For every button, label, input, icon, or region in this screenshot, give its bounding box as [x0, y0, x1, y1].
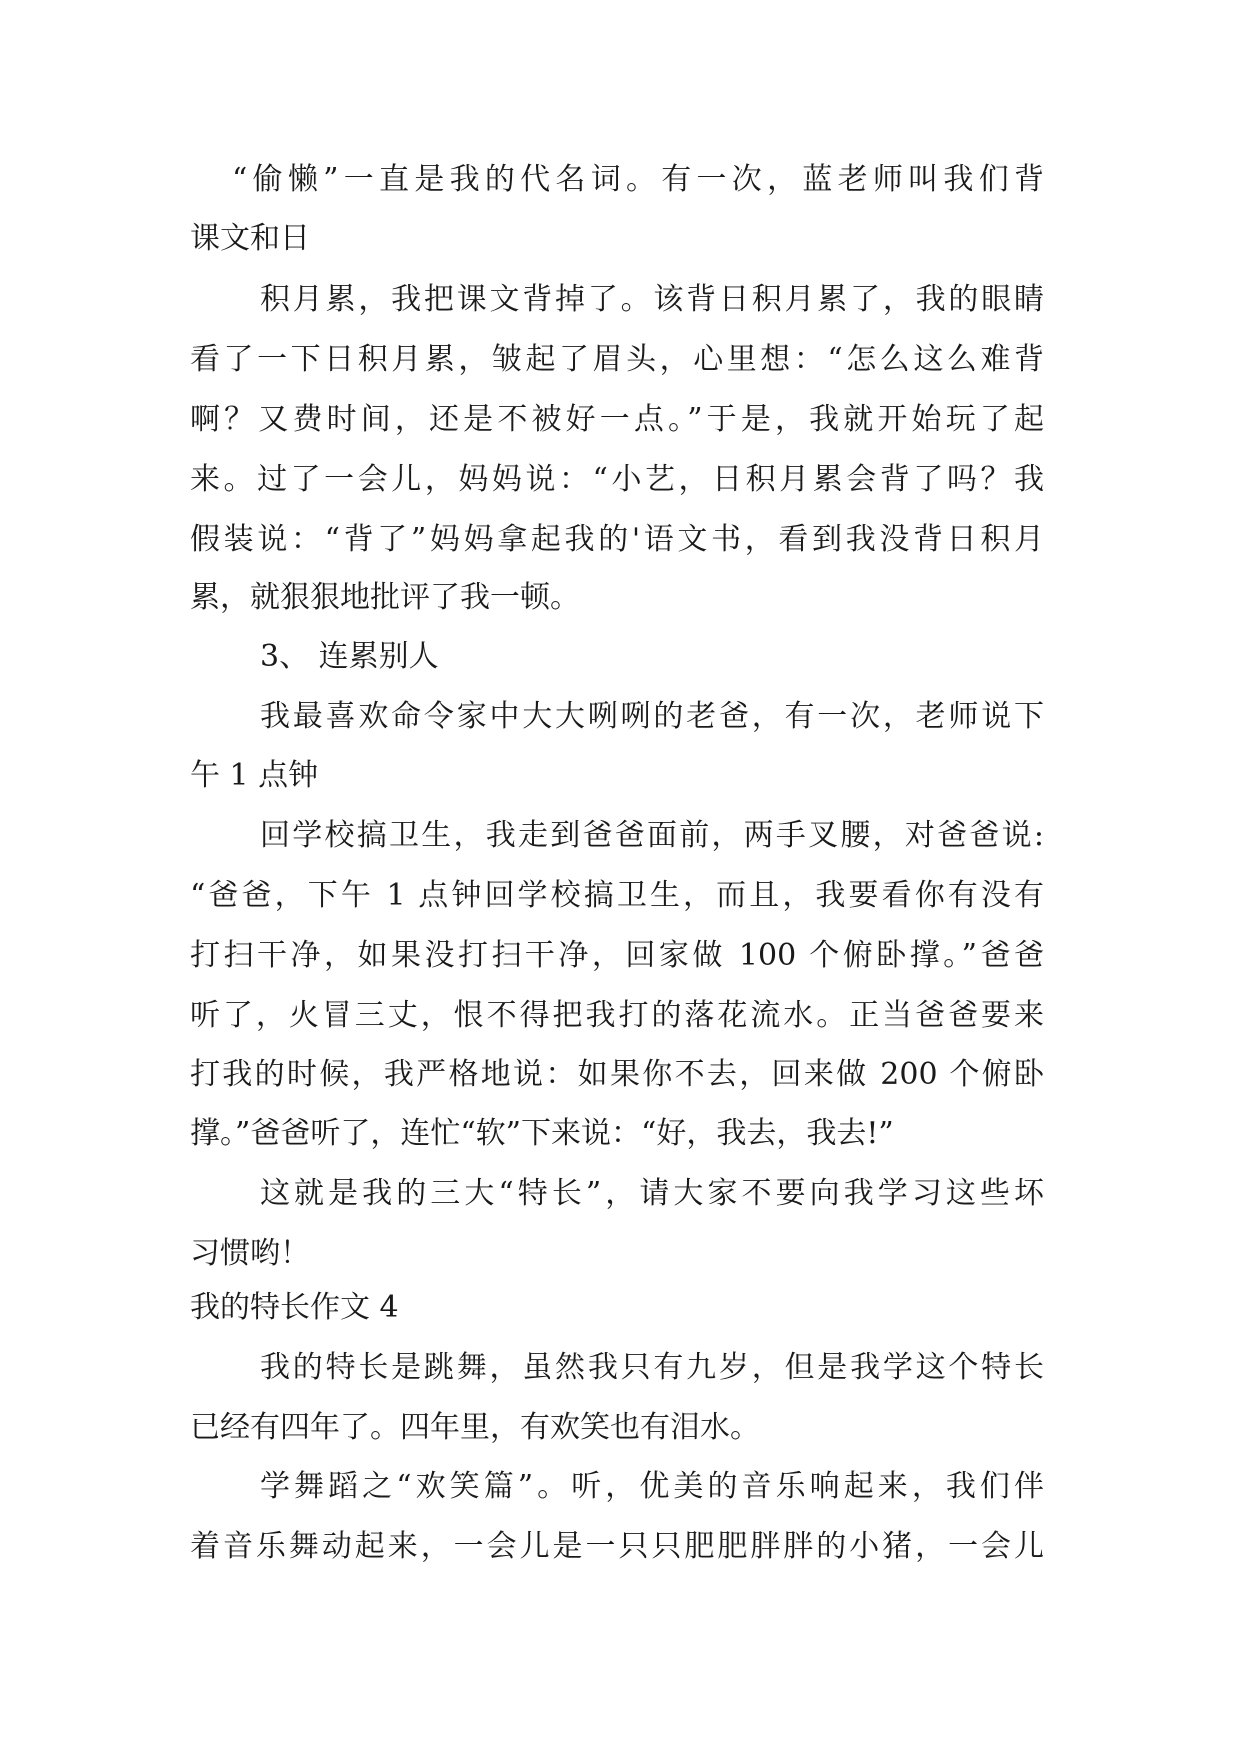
text-line: 积月累，我把课文背掉了。该背日积月累了，我的眼睛 — [260, 282, 1044, 317]
text-line: 习惯哟！ — [190, 1236, 310, 1271]
text-line: 着音乐舞动起来，一会儿是一只只肥肥胖胖的小猪，一会儿 — [190, 1529, 1044, 1564]
article-title: 我的特长作文 4 — [190, 1290, 399, 1325]
text-line: 这就是我的三大“特长”，请大家不要向我学习这些坏 — [260, 1176, 1044, 1211]
text-line: 课文和日 — [190, 221, 310, 256]
text-line: 假装说：“背了”妈妈拿起我的'语文书，看到我没背日积月 — [190, 522, 1044, 557]
text-line: “偷懒”一直是我的代名词。有一次，蓝老师叫我们背 — [232, 162, 1044, 197]
text-line: 打扫干净，如果没打扫干净，回家做 100 个俯卧撑。”爸爸 — [190, 938, 1044, 973]
text-line: 回学校搞卫生，我走到爸爸面前，两手叉腰，对爸爸说: — [260, 818, 1044, 853]
text-line: 啊？又费时间，还是不被好一点。”于是，我就开始玩了起 — [190, 402, 1044, 437]
text-line: 看了一下日积月累，皱起了眉头，心里想：“怎么这么难背 — [190, 342, 1044, 377]
text-line: 累，就狠狠地批评了我一顿。 — [190, 580, 580, 615]
text-line: 我最喜欢命令家中大大咧咧的老爸，有一次，老师说下 — [260, 699, 1044, 734]
text-line: 我的特长是跳舞，虽然我只有九岁，但是我学这个特长 — [260, 1350, 1044, 1385]
section-heading: 3、 连累别人 — [260, 639, 439, 674]
text-line: 撑。”爸爸听了，连忙“软”下来说：“好，我去，我去!” — [190, 1116, 894, 1151]
text-line: 已经有四年了。四年里，有欢笑也有泪水。 — [190, 1410, 760, 1445]
text-line: “爸爸，下午 1 点钟回学校搞卫生，而且，我要看你有没有 — [190, 878, 1044, 913]
text-line: 学舞蹈之“欢笑篇”。听，优美的音乐响起来，我们伴 — [260, 1469, 1044, 1504]
text-line: 午 1 点钟 — [190, 758, 319, 793]
text-line: 打我的时候，我严格地说：如果你不去，回来做 200 个俯卧 — [190, 1057, 1044, 1092]
text-line: 来。过了一会儿，妈妈说：“小艺，日积月累会背了吗？我 — [190, 462, 1044, 497]
text-line: 听了，火冒三丈，恨不得把我打的落花流水。正当爸爸要来 — [190, 998, 1044, 1033]
